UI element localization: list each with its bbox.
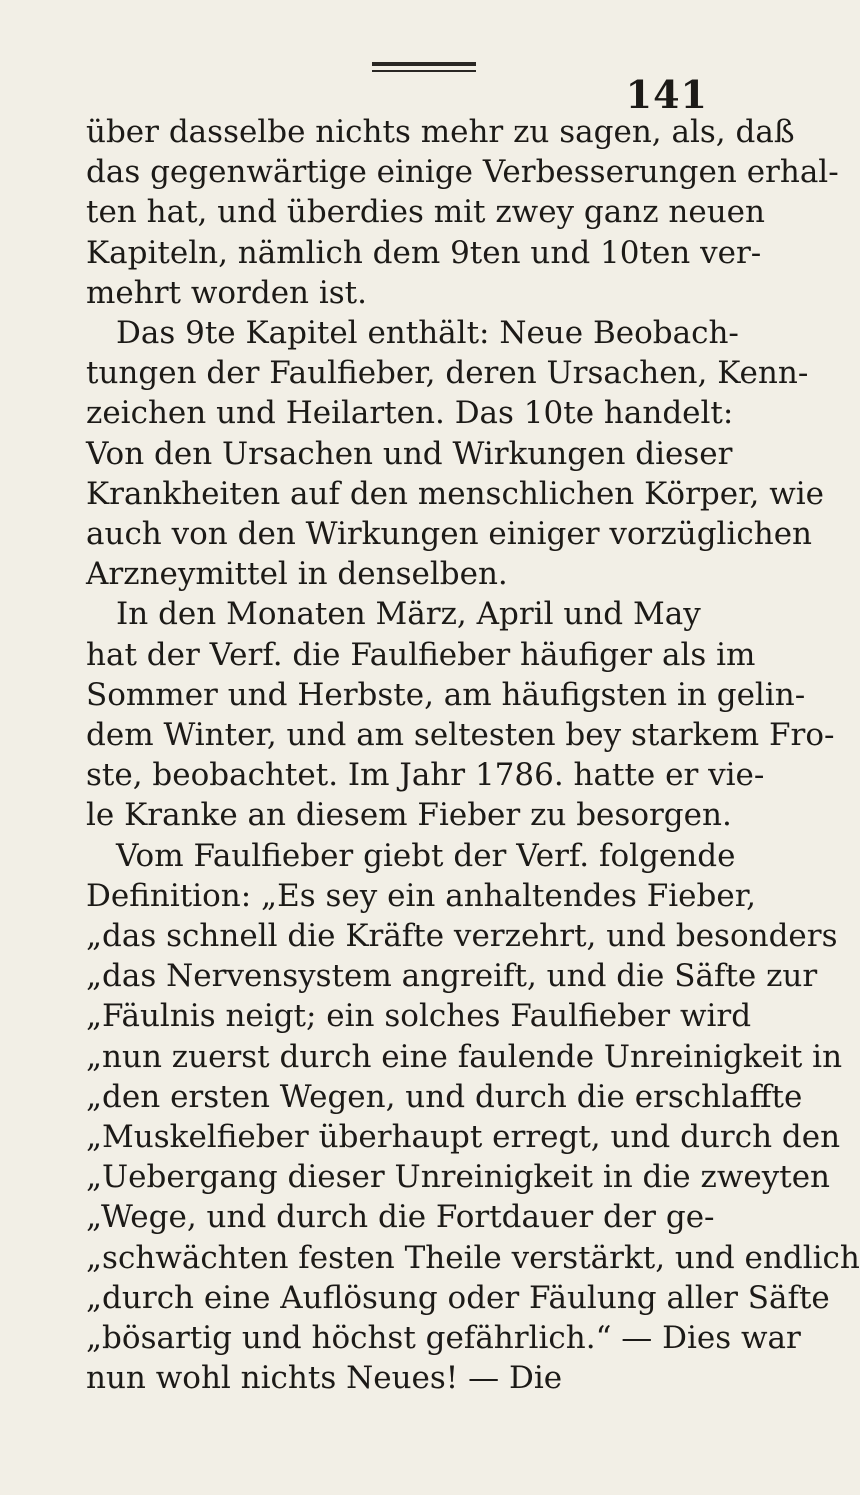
text-line: Definition: „Es sey ein anhaltendes Fieber,: [86, 877, 756, 914]
text-line: mehrt worden ist.: [86, 274, 367, 311]
text-line: „das schnell die Kräfte verzehrt, und besonders: [86, 918, 838, 955]
text-line: tungen der Faulfieber, deren Ursachen, Kenn-: [86, 355, 809, 392]
text-line: hat der Verf. die Faulfieber häufiger als im: [86, 636, 756, 673]
header-rule-secondary: [372, 70, 476, 72]
text-line: Kapiteln, nämlich dem 9ten und 10ten ver-: [86, 234, 762, 271]
text-line: zeichen und Heilarten. Das 10te handelt:: [86, 395, 734, 432]
text-line: „Fäulnis neigt; ein solches Faulfieber wird: [86, 998, 752, 1035]
text-line: auch von den Wirkungen einiger vorzüglichen: [86, 516, 813, 553]
text-line: Arzneymittel in denselben.: [86, 556, 508, 593]
text-line: „durch eine Auflösung oder Fäulung aller Säfte: [86, 1279, 830, 1316]
text-line: Krankheiten auf den menschlichen Körper, wie: [86, 475, 825, 512]
text-line: „den ersten Wegen, und durch die erschlaffte: [86, 1078, 803, 1115]
text-line: „Uebergang dieser Unreinigkeit in die zweyten: [86, 1159, 830, 1196]
text-line: Das 9te Kapitel enthält: Neue Beobach-: [116, 315, 739, 352]
text-line: le Kranke an diesem Fieber zu besorgen.: [86, 797, 732, 834]
text-line: Vom Faulfieber giebt der Verf. folgende: [116, 837, 736, 874]
page-number: 141: [625, 72, 708, 117]
text-line: „das Nervensystem angreift, und die Säfte zur: [86, 958, 818, 995]
text-line: dem Winter, und am seltesten bey starkem Fro-: [86, 717, 835, 754]
text-line: „Wege, und durch die Fortdauer der ge-: [86, 1199, 715, 1236]
text-line: über dasselbe nichts mehr zu sagen, als, daß: [86, 114, 795, 150]
text-line: „nun zuerst durch eine faulende Unreinigkeit in: [86, 1038, 843, 1075]
text-line: das gegenwärtige einige Verbesserungen erhal-: [86, 154, 839, 191]
body-text: [86, 112, 860, 1399]
text-line: nun wohl nichts Neues! — Die: [86, 1360, 563, 1397]
text-line: Sommer und Herbste, am häufigsten in gelin-: [86, 676, 806, 713]
text-line: Von den Ursachen und Wirkungen dieser: [86, 435, 733, 472]
text-line: „schwächten festen Theile verstärkt, und endlich: [86, 1239, 860, 1276]
text-line: „Muskelfieber überhaupt erregt, und durch den: [86, 1119, 841, 1156]
text-line: In den Monaten März, April und May: [116, 596, 701, 633]
text-line: „bösartig und höchst gefährlich.“ — Dies war: [86, 1320, 801, 1357]
text-line: ste, beobachtet. Im Jahr 1786. hatte er vie-: [86, 757, 765, 794]
header-rule: [372, 62, 476, 66]
text-line: ten hat, und überdies mit zwey ganz neuen: [86, 194, 765, 231]
